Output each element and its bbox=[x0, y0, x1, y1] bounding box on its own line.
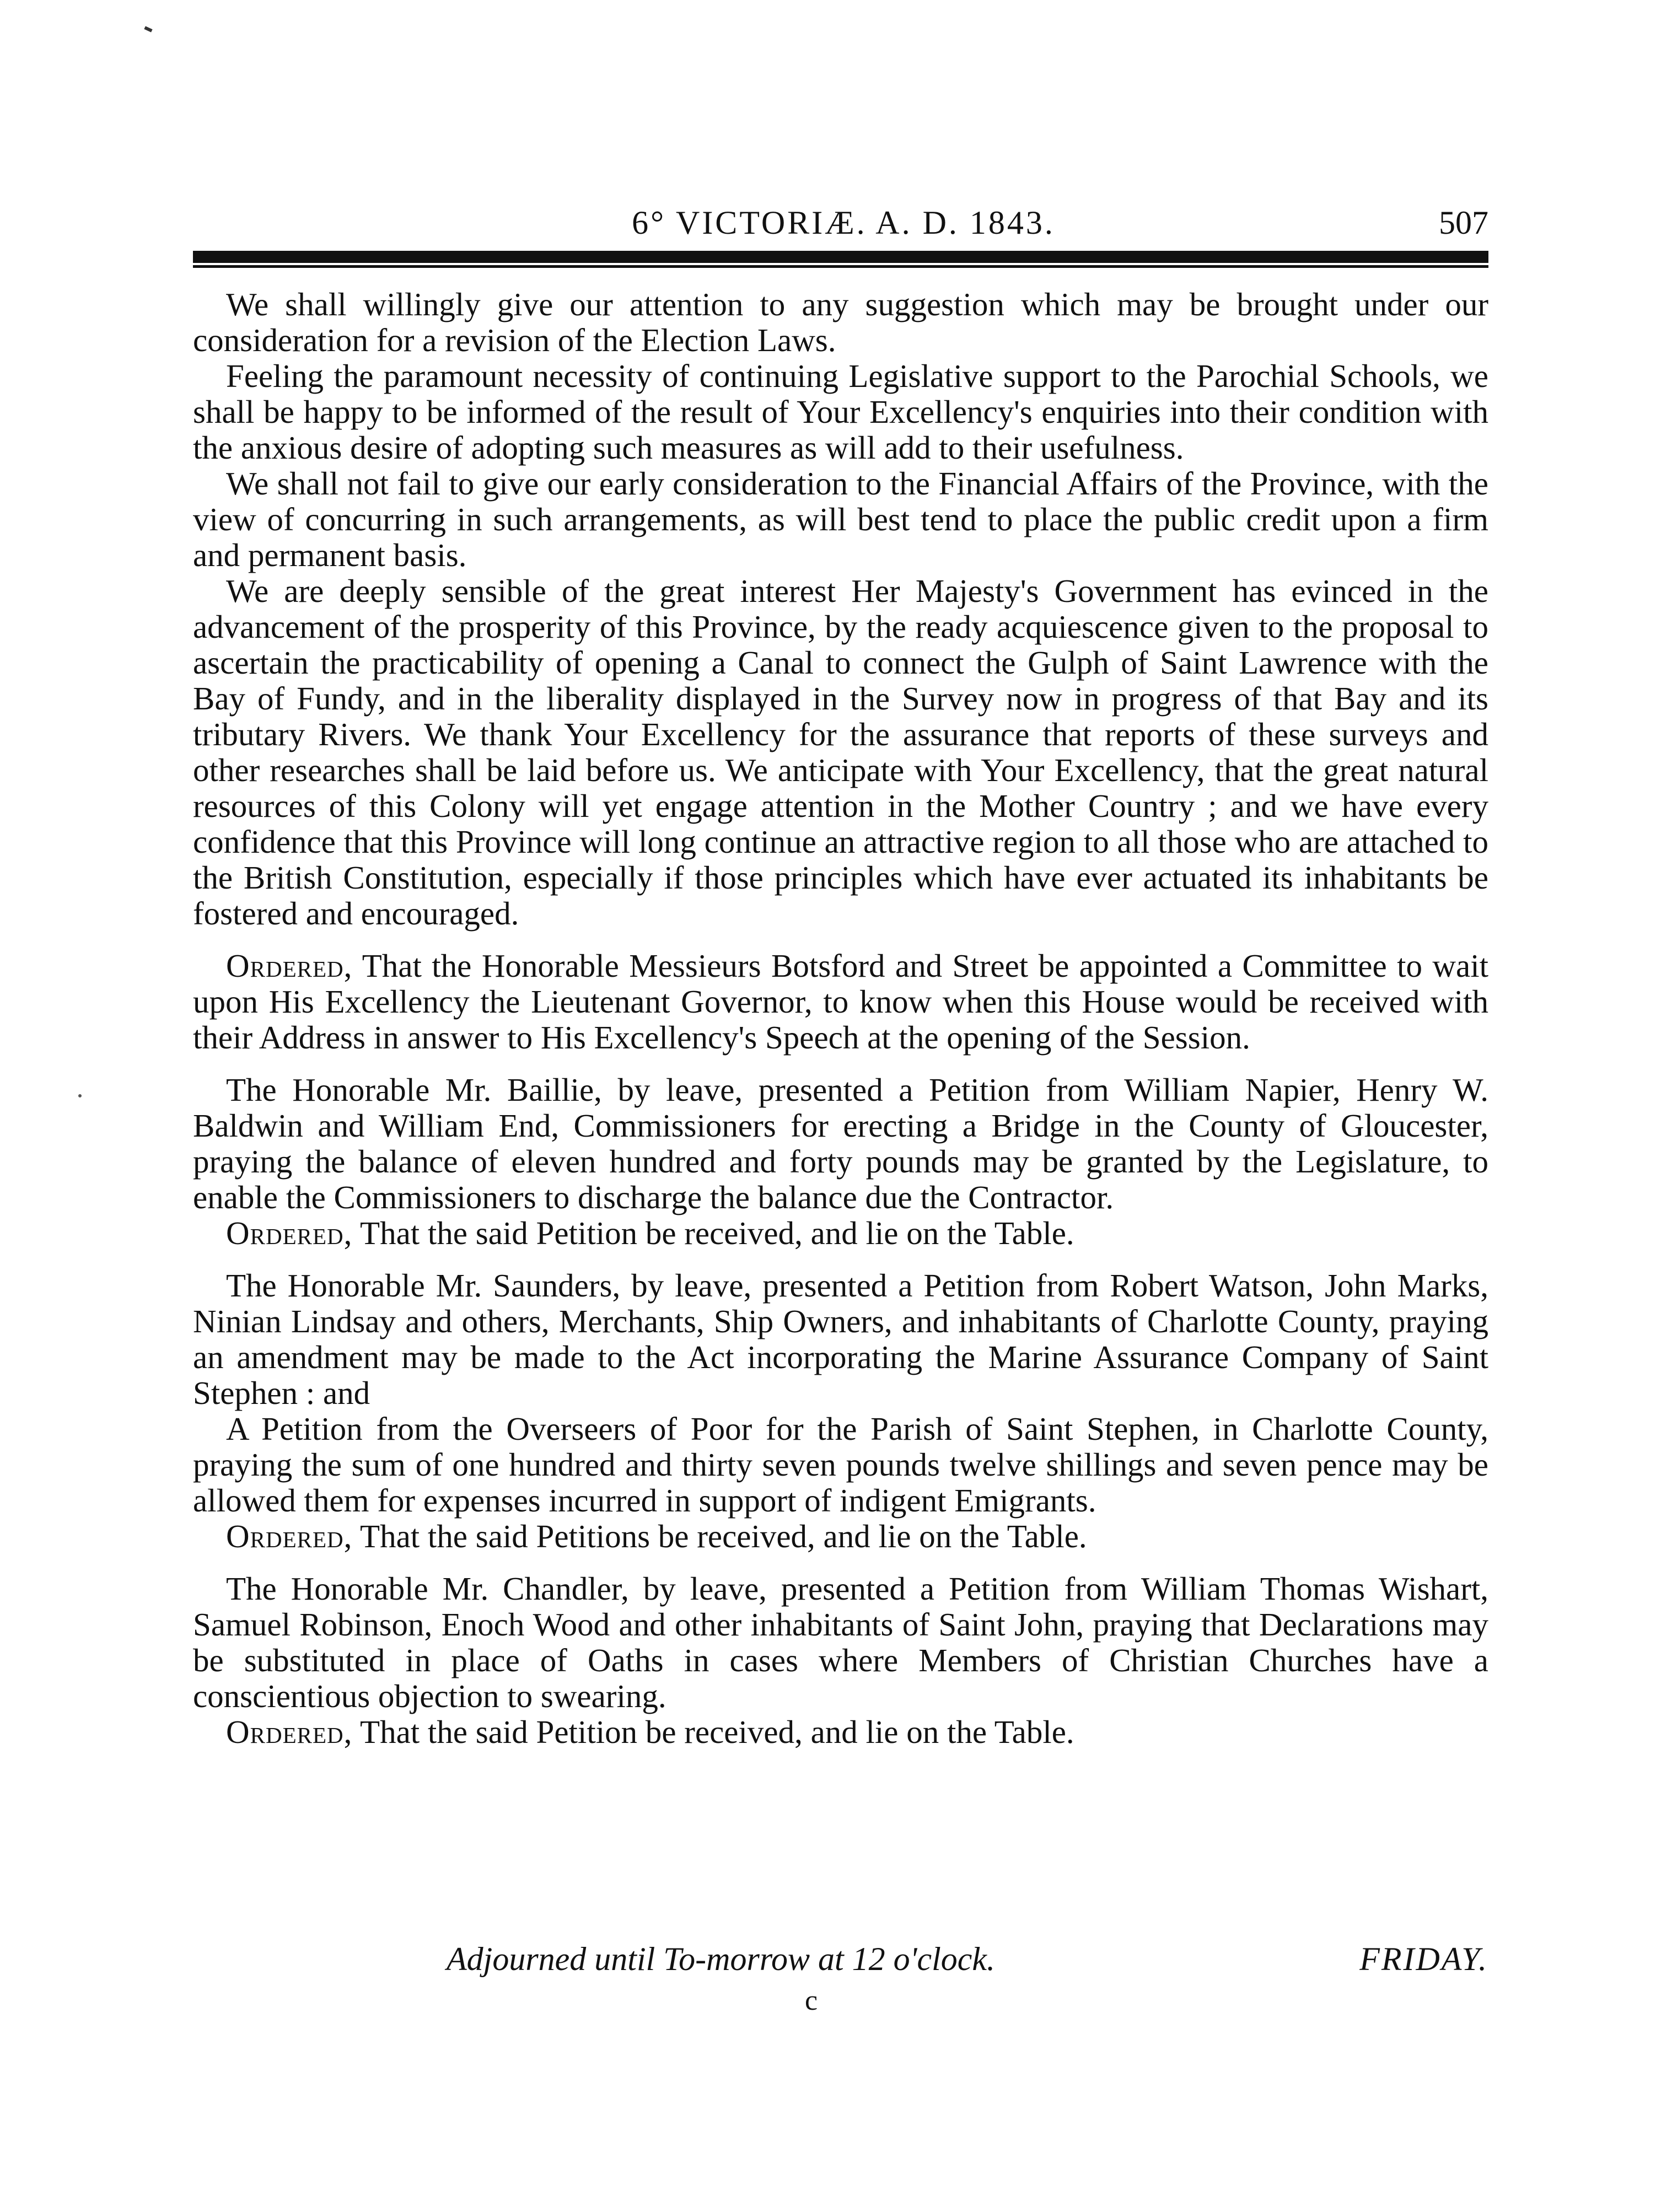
ordered-lead: Ordered, bbox=[226, 1518, 353, 1554]
stray-mark bbox=[144, 26, 152, 32]
stray-dot bbox=[78, 1094, 82, 1097]
header-rule-thin bbox=[193, 265, 1488, 268]
next-day-heading: FRIDAY. bbox=[1359, 1941, 1488, 1977]
paragraph: The Honorable Mr. Saunders, by leave, presented a Petition from Robert Watson, John Marks, Ninian Lindsay and others, Merchants, Ship Owners, and inhabitants of Charlotte County, praying an amendment may be made to the Act incorporating the Marine Assurance Company of Saint Stephen : and bbox=[193, 1267, 1488, 1411]
ordered-lead: Ordered, bbox=[226, 1215, 353, 1251]
paragraph: The Honorable Mr. Baillie, by leave, presented a Petition from William Napier, Henry W. Baldwin and William End, Commissioners for erecting a Bridge in the County of Gloucester, praying the balance of eleven hundred and forty pounds may be granted by the Legislature, to enable the Commissioners to discharge the balance due the Contractor. bbox=[193, 1072, 1488, 1215]
ordered-lead: Ordered, bbox=[226, 948, 353, 984]
running-header bbox=[198, 204, 1488, 243]
paragraph: Ordered, That the said Petition be received, and lie on the Table. bbox=[226, 1215, 1074, 1251]
adjournment-line bbox=[193, 1940, 1488, 1979]
signature-mark: c bbox=[805, 1985, 818, 2016]
paragraph: The Honorable Mr. Chandler, by leave, presented a Petition from William Thomas Wishart, Samuel Robinson, Enoch Wood and other inhabitants of Saint John, praying that Declarations may be substituted in place of Oaths in cases where Members of Christian Churches have a conscientious objection to swearing. bbox=[193, 1570, 1488, 1714]
page-number: 507 bbox=[1439, 204, 1488, 241]
body-text bbox=[193, 287, 1488, 1750]
paragraph: Feeling the paramount necessity of continuing Legislative support to the Parochial Schools, we shall be happy to be informed of the result of Your Excellency's enquiries into their condition with the anxious desire of adopting such measures as will add to their usefulness. bbox=[193, 358, 1488, 466]
adjournment-text: Adjourned until To-morrow at 12 o'clock. bbox=[447, 1941, 996, 1977]
paragraph: We are deeply sensible of the great interest Her Majesty's Government has evinced in the advancement of the prosperity of this Province, by the ready acquiescence given to the proposal to ascertain the practicability of opening a Canal to connect the Gulph of Saint Lawrence with the Bay of Fundy, and in the liberality displayed in the Survey now in progress of that Bay and its tributary Rivers. We thank Your Excellency for the assurance that reports of these surveys and other researches shall be laid before us. We anticipate with Your Excellency, that the great natural resources of this Colony will yet engage attention in the Mother Country ; and we have every confidence that this Province will long continue an attractive region to all those who are attached to the British Constitution, especially if those principles which have ever actuated its inhabitants be fostered and encouraged. bbox=[193, 573, 1488, 932]
paragraph: Ordered, That the Honorable Messieurs Botsford and Street be appointed a Committee to wait upon His Excellency the Lieutenant Governor, to know when this House would be received with their Address in answer to His Excellency's Speech at the opening of the Session. bbox=[193, 948, 1488, 1056]
header-title: 6° VICTORIÆ. A. D. 1843. bbox=[632, 204, 1055, 241]
paragraph: We shall not fail to give our early consideration to the Financial Affairs of the Province, with the view of concurring in such arrangements, as will best tend to place the public credit upon a firm and permanent basis. bbox=[193, 465, 1488, 573]
header-rule-thick bbox=[193, 251, 1488, 263]
paragraph: We shall willingly give our attention to any suggestion which may be brought under our consideration for a revision of the Election Laws. bbox=[193, 286, 1488, 358]
paragraph: A Petition from the Overseers of Poor for the Parish of Saint Stephen, in Charlotte County, praying the sum of one hundred and thirty seven pounds twelve shillings and seven pence may be allowed them for expenses incurred in support of indigent Emigrants. bbox=[193, 1411, 1488, 1519]
ordered-lead: Ordered, bbox=[226, 1714, 353, 1750]
paragraph: Ordered, That the said Petitions be received, and lie on the Table. bbox=[226, 1518, 1087, 1554]
paragraph: Ordered, That the said Petition be received, and lie on the Table. bbox=[226, 1714, 1074, 1750]
